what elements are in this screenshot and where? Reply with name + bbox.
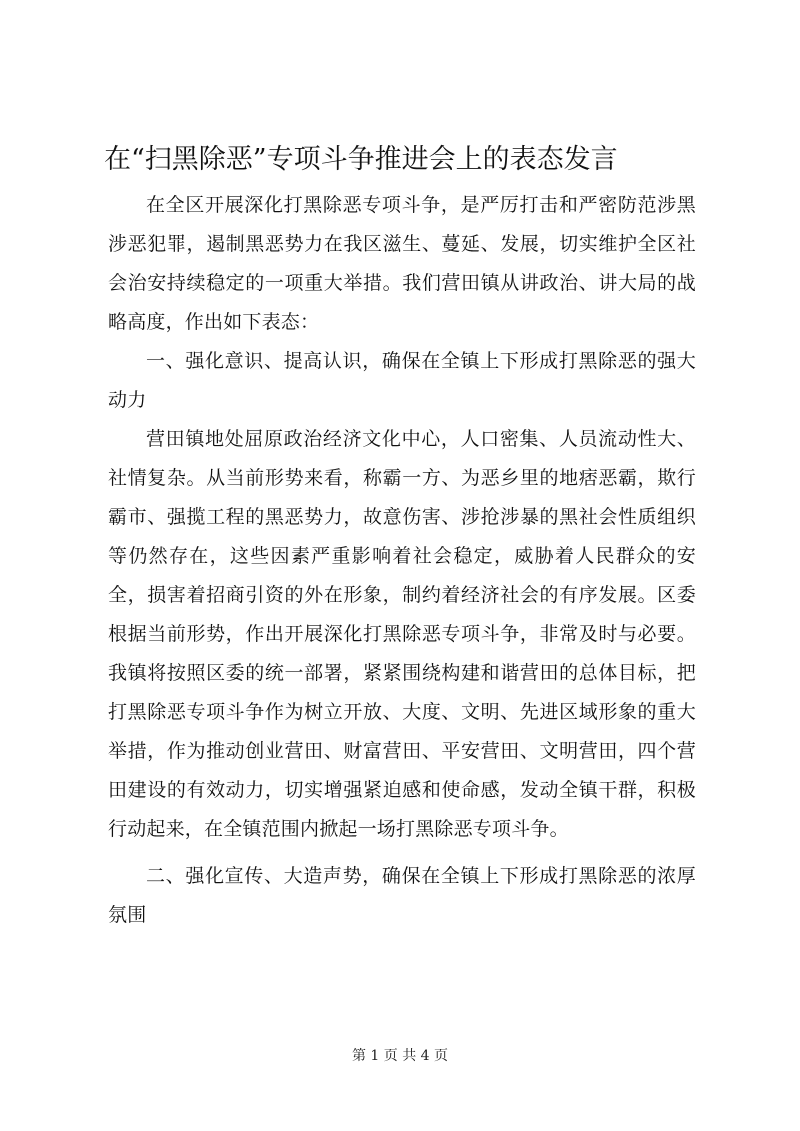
page-footer: 第 1 页 共 4 页 — [351, 1048, 449, 1064]
paragraph-section-1: 营田镇地处屈原政治经济文化中心，人口密集、人员流动性大、社情复杂。从当前形势来看，称霸一方、为恶乡里的地痞恶霸，欺行霸市、强揽工程的黑恶势力，故意伤害、涉抢涉暴的黑社会性质组织等仍然存在，这些因素严重影响着社会稳定，威胁着人民群众的安全，损害着招商引资的外在形象，制约着经济社会的有序发展。区委根据当前形势，作出开展深化打黑除恶专项斗争，非常及时与必要。我镇将按照区委的统一部署，紧紧围绕构建和谐营田的总体目标，把打黑除恶专项斗争作为树立开放、大度、文明、先进区域形象的重大举措，作为推动创业营田、财富营田、平安营田、文明营田，四个营田建设的有效动力，切实增强紧迫感和使命感，发动全镇干群，积极行动起来，在全镇范围内掀起一场打黑除恶专项斗争。 — [108, 428, 696, 840]
document-title: 在“扫黑除恶”专项斗争推进会上的表态发言 — [104, 144, 618, 175]
section-heading-2: 二、强化宣传、大造声势，确保在全镇上下形成打黑除恶的浓厚氛围 — [108, 865, 696, 926]
document-body — [108, 186, 696, 935]
section-heading-1: 一、强化意识、提高认识，确保在全镇上下形成打黑除恶的强大动力 — [108, 350, 696, 411]
paragraph-intro: 在全区开展深化打黑除恶专项斗争，是严厉打击和严密防范涉黑涉恶犯罪，遏制黑恶势力在我区滋生、蔓延、发展，切实维护全区社会治安持续稳定的一项重大举措。我们营田镇从讲政治、讲大局的战略高度，作出如下表态： — [108, 194, 696, 333]
